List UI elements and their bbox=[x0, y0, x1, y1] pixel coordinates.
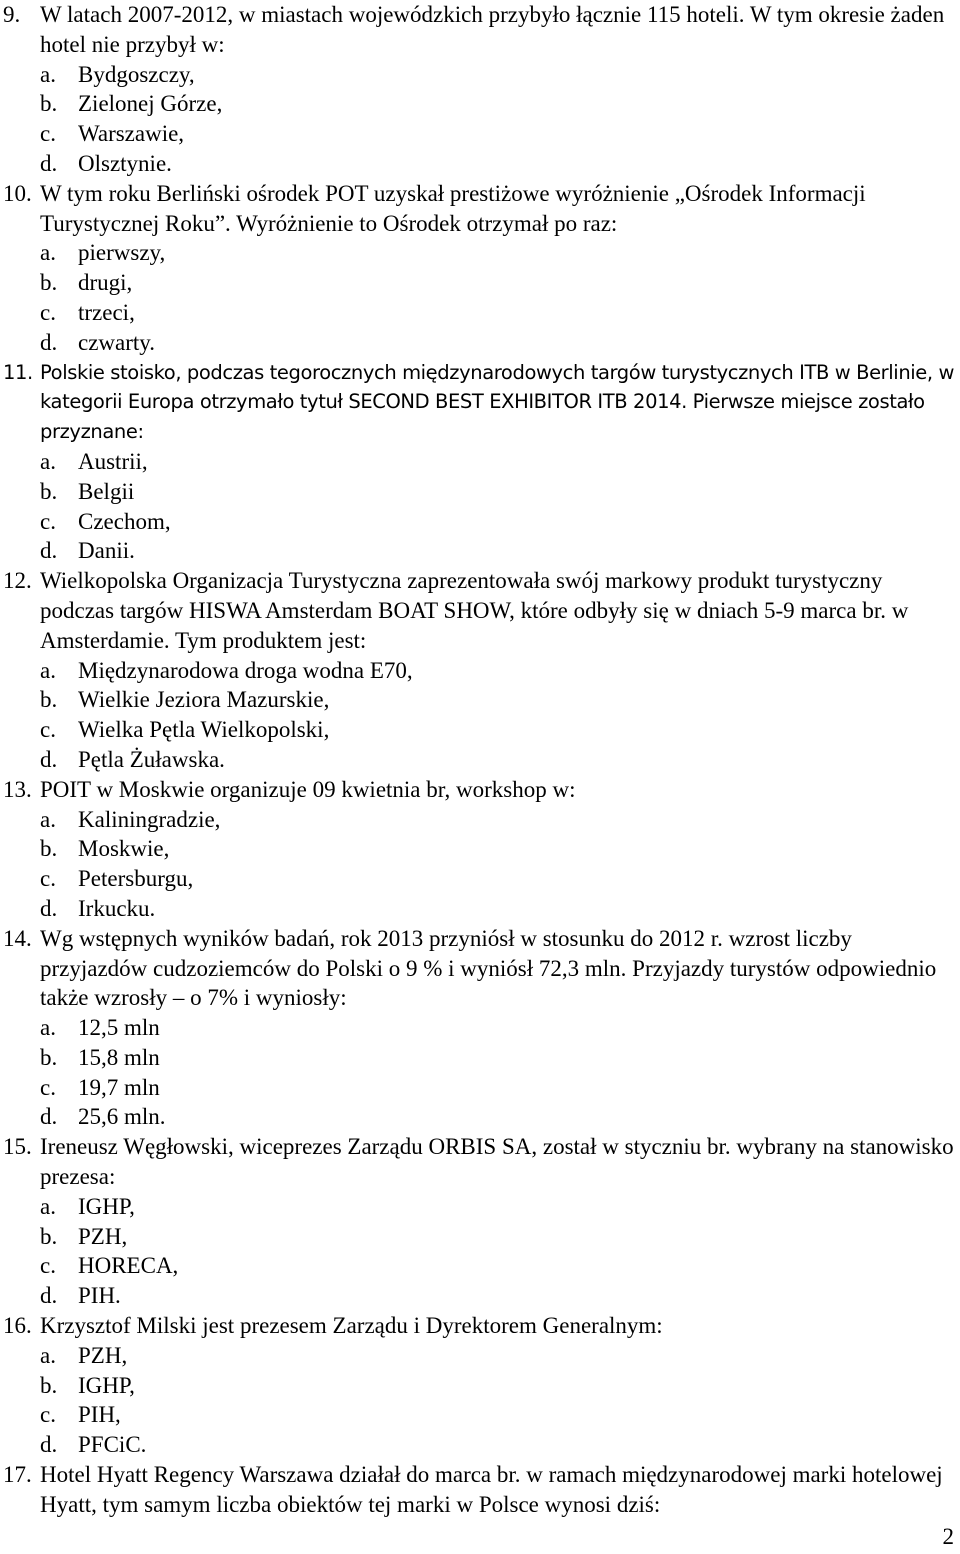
question-text: Polskie stoisko, podczas tegorocznych międzynarodowych targów turystycznych ITB w Berlinie, w kategorii Europa otrzymało tytuł SECOND BEST EXHIBITOR ITB 2014. Pierwsze miejsce zostało przyznane: bbox=[40, 360, 955, 444]
answer-options bbox=[40, 656, 960, 775]
option-text: Austrii, bbox=[78, 448, 148, 474]
option-text: Międzynarodowa droga wodna E70, bbox=[78, 657, 413, 683]
option-letter: b. bbox=[40, 1223, 58, 1249]
answer-option-c bbox=[40, 298, 960, 328]
option-letter: c. bbox=[40, 121, 56, 147]
question-16 bbox=[0, 1311, 960, 1460]
option-text: 15,8 mln bbox=[78, 1044, 160, 1070]
option-text: pierwszy, bbox=[78, 240, 166, 266]
question-13 bbox=[0, 775, 960, 924]
option-text: Irkucku. bbox=[78, 895, 156, 921]
answer-option-b bbox=[40, 268, 960, 298]
question-11 bbox=[0, 358, 960, 567]
question-14 bbox=[0, 924, 960, 1133]
answer-option-a bbox=[40, 60, 960, 90]
question-number: 9. bbox=[3, 2, 21, 27]
option-text: 25,6 mln. bbox=[78, 1104, 166, 1130]
option-letter: b. bbox=[40, 687, 58, 713]
question-text: Krzysztof Milski jest prezesem Zarządu i Dyrektorem Generalnym: bbox=[40, 1313, 663, 1339]
option-letter: b. bbox=[40, 478, 58, 504]
option-letter: a. bbox=[40, 1193, 56, 1219]
answer-option-c bbox=[40, 1251, 960, 1281]
question-text: Wg wstępnych wyników badań, rok 2013 przyniósł w stosunku do 2012 r. wzrost liczby przyjazdów cudzoziemców do Polski o 9 % i wyniósł 72,3 mln. Przyjazdy turystów odpowiednio także wzrosły – o 7% i wyniosły: bbox=[40, 925, 937, 1011]
answer-option-d bbox=[40, 1281, 960, 1311]
answer-option-d bbox=[40, 536, 960, 566]
option-text: Petersburgu, bbox=[78, 866, 194, 892]
answer-option-b bbox=[40, 685, 960, 715]
option-text: PIH. bbox=[78, 1283, 121, 1309]
option-text: PIH, bbox=[78, 1402, 121, 1428]
option-letter: c. bbox=[40, 717, 56, 743]
answer-option-a bbox=[40, 1341, 960, 1371]
option-text: Wielka Pętla Wielkopolski, bbox=[78, 717, 330, 743]
option-letter: d. bbox=[40, 1432, 58, 1458]
option-letter: b. bbox=[40, 270, 58, 296]
answer-options bbox=[40, 238, 960, 357]
answer-option-c bbox=[40, 715, 960, 745]
answer-option-d bbox=[40, 328, 960, 358]
option-letter: c. bbox=[40, 1253, 56, 1279]
answer-option-a bbox=[40, 1192, 960, 1222]
answer-option-c bbox=[40, 1073, 960, 1103]
option-text: trzeci, bbox=[78, 299, 135, 325]
option-letter: a. bbox=[40, 1342, 56, 1368]
option-letter: c. bbox=[40, 1402, 56, 1428]
option-text: 12,5 mln bbox=[78, 1015, 160, 1041]
option-text: Belgii bbox=[78, 478, 135, 504]
answer-option-a bbox=[40, 805, 960, 835]
question-9 bbox=[0, 0, 960, 179]
question-10 bbox=[0, 179, 960, 358]
question-text: Hotel Hyatt Regency Warszawa działał do marca br. w ramach międzynarodowej marki hotelowej Hyatt, tym samym liczba obiektów tej marki w Polsce wynosi dziś: bbox=[40, 1462, 943, 1517]
answer-options bbox=[40, 805, 960, 924]
option-text: Zielonej Górze, bbox=[78, 91, 223, 117]
answer-option-d bbox=[40, 149, 960, 179]
answer-option-c bbox=[40, 507, 960, 537]
answer-option-d bbox=[40, 745, 960, 775]
answer-options bbox=[40, 1341, 960, 1460]
answer-option-b bbox=[40, 1371, 960, 1401]
option-letter: c. bbox=[40, 299, 56, 325]
option-letter: d. bbox=[40, 329, 58, 355]
question-number: 14. bbox=[3, 925, 32, 951]
answer-option-c bbox=[40, 864, 960, 894]
option-text: Kaliningradzie, bbox=[78, 806, 221, 832]
option-text: Danii. bbox=[78, 538, 135, 564]
option-text: drugi, bbox=[78, 270, 133, 296]
option-letter: d. bbox=[40, 150, 58, 176]
option-text: czwarty. bbox=[78, 329, 156, 355]
question-17 bbox=[0, 1460, 960, 1520]
answer-option-d bbox=[40, 1430, 960, 1460]
answer-options bbox=[40, 1192, 960, 1311]
option-text: HORECA, bbox=[78, 1253, 179, 1279]
option-letter: c. bbox=[40, 866, 56, 892]
option-letter: a. bbox=[40, 657, 56, 683]
question-number: 15. bbox=[3, 1134, 32, 1160]
option-text: IGHP, bbox=[78, 1372, 135, 1398]
option-letter: a. bbox=[40, 448, 56, 474]
question-text: Wielkopolska Organizacja Turystyczna zaprezentowała swój markowy produkt turystyczny podczas targów HISWA Amsterdam BOAT SHOW, które odbyły się w dniach 5-9 marca br. w Amsterdamie. Tym produktem jest: bbox=[40, 568, 909, 653]
question-15 bbox=[0, 1132, 960, 1311]
answer-option-d bbox=[40, 894, 960, 924]
question-number: 10. bbox=[3, 180, 32, 206]
option-text: Pętla Żuławska. bbox=[78, 746, 225, 772]
option-letter: c. bbox=[40, 1074, 56, 1100]
option-letter: d. bbox=[40, 1104, 58, 1130]
question-text: W tym roku Berliński ośrodek POT uzyskał prestiżowe wyróżnienie „Ośrodek Informacji Turystycznej Roku”. Wyróżnienie to Ośrodek otrzymał po raz: bbox=[40, 180, 866, 236]
option-text: Warszawie, bbox=[78, 121, 185, 147]
answer-option-b bbox=[40, 477, 960, 507]
answer-options bbox=[40, 447, 960, 566]
option-letter: b. bbox=[40, 1044, 58, 1070]
question-number: 12. bbox=[3, 568, 32, 594]
answer-options bbox=[40, 60, 960, 179]
answer-option-c bbox=[40, 1400, 960, 1430]
answer-option-c bbox=[40, 119, 960, 149]
question-12 bbox=[0, 566, 960, 775]
answer-option-a bbox=[40, 238, 960, 268]
answer-option-b bbox=[40, 1043, 960, 1073]
answer-option-a bbox=[40, 447, 960, 477]
answer-options bbox=[40, 1013, 960, 1132]
option-letter: d. bbox=[40, 538, 58, 564]
question-text: POIT w Moskwie organizuje 09 kwietnia br, workshop w: bbox=[40, 776, 576, 802]
option-text: IGHP, bbox=[78, 1193, 135, 1219]
option-text: Moskwie, bbox=[78, 836, 170, 862]
option-letter: a. bbox=[40, 61, 56, 87]
option-letter: a. bbox=[40, 240, 56, 266]
option-text: Czechom, bbox=[78, 508, 171, 534]
option-text: Wielkie Jeziora Mazurskie, bbox=[78, 687, 330, 713]
option-letter: b. bbox=[40, 91, 58, 117]
option-letter: b. bbox=[40, 836, 58, 862]
answer-option-a bbox=[40, 656, 960, 686]
option-text: PFCiC. bbox=[78, 1432, 147, 1458]
question-number: 13. bbox=[3, 776, 32, 802]
option-letter: d. bbox=[40, 1283, 58, 1309]
question-text: Ireneusz Węgłowski, wiceprezes Zarządu ORBIS SA, został w styczniu br. wybrany na stanowisko prezesa: bbox=[40, 1134, 954, 1190]
answer-option-b bbox=[40, 834, 960, 864]
option-letter: d. bbox=[40, 895, 58, 921]
page-number: 2 bbox=[942, 1524, 954, 1549]
question-number: 16. bbox=[3, 1313, 32, 1339]
option-letter: a. bbox=[40, 806, 56, 832]
option-text: 19,7 mln bbox=[78, 1074, 160, 1100]
answer-option-b bbox=[40, 1222, 960, 1252]
answer-option-d bbox=[40, 1102, 960, 1132]
option-text: Bydgoszczy, bbox=[78, 61, 195, 87]
question-number: 11. bbox=[3, 360, 33, 384]
option-letter: b. bbox=[40, 1372, 58, 1398]
option-text: PZH, bbox=[78, 1223, 128, 1249]
option-letter: d. bbox=[40, 746, 58, 772]
option-text: Olsztynie. bbox=[78, 150, 172, 176]
question-text: W latach 2007-2012, w miastach wojewódzkich przybyło łącznie 115 hoteli. W tym okresie żaden hotel nie przybył w: bbox=[40, 2, 945, 57]
answer-option-b bbox=[40, 89, 960, 119]
question-number: 17. bbox=[3, 1462, 32, 1488]
option-text: PZH, bbox=[78, 1342, 128, 1368]
option-letter: c. bbox=[40, 508, 56, 534]
answer-option-a bbox=[40, 1013, 960, 1043]
option-letter: a. bbox=[40, 1015, 56, 1041]
